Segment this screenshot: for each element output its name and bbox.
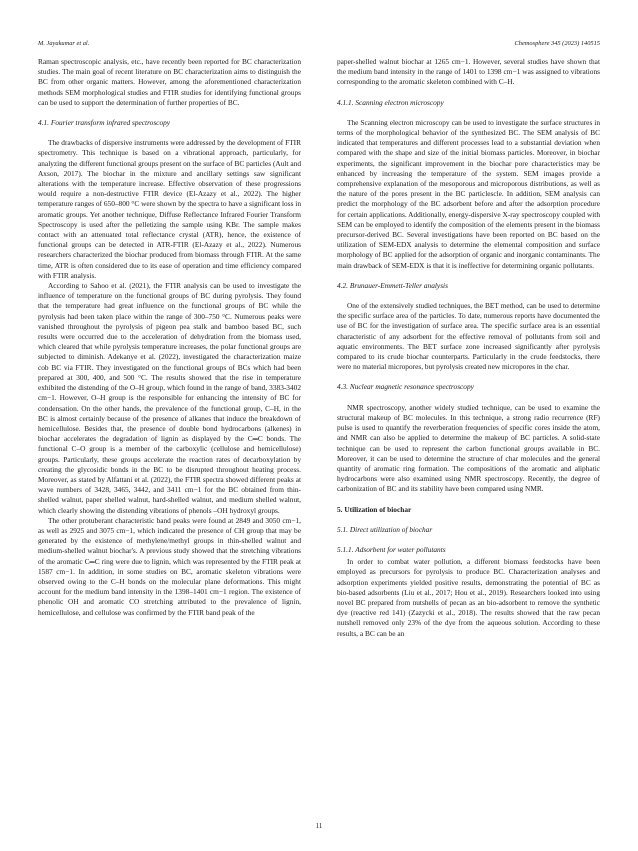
left-column xyxy=(38,57,301,618)
section-heading-utilization: 5. Utilization of biochar xyxy=(337,504,412,514)
adsorbent-paragraph: In order to combat water pollution, a different biomass feedstocks have been employed as precursors for pyrolysis to produce BC. Characterization analyses and adsorption experiments yielded positive results, demonstrating the potential of BC as bio-based adsorbents (Liu et al., 2017; Hou et al., 2019). Researchers looked into using novel BC prepared from nutshells of pecan as an bio-adsorbent to remove the synthetic dye (reactive red 141) (Zazycki et al., 2018). The results showed that the raw pecan nutshell removed only 23% of the dye from the aqueous solution. According to these results, a BC can be an xyxy=(337,557,600,638)
ftir-continued-paragraph: paper-shelled walnut biochar at 1265 cm−1. However, several studies have shown that the medium band intensity in the range of 1401 to 1398 cm−1 was assigned to vibrations corresponding to the aromatic skeleton combined with C–H. xyxy=(337,57,600,87)
section-heading-nmr: 4.3. Nuclear magnetic resonance spectroscopy xyxy=(337,382,474,392)
section-heading-ftir: 4.1. Fourier transform infrared spectroscopy xyxy=(38,118,171,128)
ftir-paragraph-1: The drawbacks of dispersive instruments were addressed by the development of FTIR spectrometry. This technique is based on a vibrational approach, particularly, for analyzing the different functional groups present on the surface of BC particles (Ault and Axson, 2017). The biochar in the mixture and ancillary settings saw significant alterations with the temperature increase. Effective observation of these progressions would require a non-destructive FTIR device (El-Azazy et al., 2022). The higher temperature ranges of 650–800 °C were shown by the spectra to have a significant loss in aromatic groups. Yet another technique, Diffuse Reflectance Infrared Fourier Transform Spectroscopy is used after the pelletizing the sample using KBr. The sample makes contact with an attenuated total reflectance crystal (ATR), hence, the existence of functional groups can be detected in ATR-FTIR (El-Azazy et al., 2022). Numerous researchers characterized the biochar produced from biomass through FTIR. At the same time, ATR is often considered due to its ease of operation and time efficiency compared with FTIR analysis. xyxy=(38,138,301,280)
nmr-paragraph: NMR spectroscopy, another widely studied technique, can be used to examine the structural makeup of BC molecules. In this technique, a strong radio recurrence (RF) pulse is used to quantify the reverberation frequencies of specific cores inside the atom, and NMR can also be applied to determine the makeup of BC particles. A solid-state technique can be used to represent the carbon functional groups available in BC. Moreover, it can be used to determine the structure of char molecules and the general quantity of aromatic ring formation. The compositions of the aromatic and aliphatic hydrocarbons were also examined using NMR spectroscopy. Recently, the degree of carbonization of BC and its stability have been compared using NMR. xyxy=(337,402,600,494)
running-header-authors: M. Jayakumar et al. xyxy=(38,40,90,47)
section-heading-adsorbent: 5.1.1. Adsorbent for water pollutants xyxy=(337,544,446,554)
ftir-paragraph-3: The other protuberant characteristic band peaks were found at 2849 and 3050 cm−1, as well as 2925 and 3075 cm−1, which indicated the presence of CH group that may be generated by the existence of methylene/methyl groups in thin-shelled walnut and medium-shelled walnut biochar's. A previous study showed that the stretching vibrations of the aromatic C═C ring were due to lignin, which was represented by the FTIR peak at 1587 cm−1. In addition, in some studies on BC, aromatic skeleton vibrations were observed owing to the C–H bonds on the molecular plane deformations. This might account for the medium band intensity in the 1398–1401 cm−1 region. The existence of phenolic OH and aromatic CO stretching attributed to the prevalence of lignin, hemicellulose, and cellulose was confirmed by the FTIR band peak of the xyxy=(38,515,301,617)
right-column xyxy=(337,57,600,639)
section-heading-sem: 4.1.1. Scanning electron microscopy xyxy=(337,97,444,107)
section-heading-direct-utilization: 5.1. Direct utilization of biochar xyxy=(337,524,433,534)
running-header-journal: Chemosphere 345 (2023) 140515 xyxy=(514,40,600,47)
section-heading-bet: 4.2. Brunauer-Emmett-Teller analysis xyxy=(337,280,448,290)
page-number: 11 xyxy=(315,822,323,830)
intro-paragraph: Raman spectroscopic analysis, etc., have recently been reported for BC characterization studies. The main goal of recent literature on BC characterization aims to distinguish the BC from other organic matters. However, among the aforementioned characterization methods SEM morphological studies and FTIR studies for identifying functional groups can be used to support the determination of further properties of BC. xyxy=(38,57,301,107)
ftir-paragraph-2: According to Sahoo et al. (2021), the FTIR analysis can be used to investigate the influence of temperature on the functional groups of BC during pyrolysis. They found that the temperature had great influence on the functional groups of BC while the pyrolysis had been taken place within the range of 300–750 °C. Numerous peaks were vanished throughout the pyrolysis of pigeon pea stalk and bamboo based BC, such results were occurred due to the acceleration of dehydration from the biomass used, which cleared that while pyrolysis temperature increases, the polar functional groups are subjected to diminish. Adekanye et al. (2022), investigated the characterization maize cob BC via FTIR. They investigated on the functional groups of BCs which had been prepared at 300, 400, and 500 °C. The results showed that the rise in temperature exhibited the distending of the O–H group, which found in the range of band, 3383-3402 cm−1. However, O–H group is the responsible for enhancing the intensity of BC for condensation. On the other hands, the prevalence of the functional group, C–H, in the BC is almost certainly because of the presence of alkanes that induce the breakdown of hemicellulose. Besides that, the presence of double bond hydrocarbons (alkenes) in biochar accelerates the degradation of lignin as displayed by the C═C bonds. The functional C–O group is a member of the carboxylic (cellulose and hemicellulose) groups. Particularly, these groups accelerate the reaction rates of decarboxylation by creating the glycosidic bonds in the BC to be disrupted throughout heating process. Moreover, as stated by Alfattani et al. (2022), the FTIR spectra showed different peaks at wave numbers of 3428, 3465, 3442, and 3411 cm−1 for the BC obtained from thin-shelled walnut, paper shelled walnut, hard-shelled walnut, and medium shelled walnut, which clearly showing the distending vibrations of phenols –OH hydroxyl groups. xyxy=(38,281,301,515)
bet-paragraph: One of the extensively studied techniques, the BET method, can be used to determine the specific surface area of the particles. To date, numerous reports have documented the use of BC for the investigation of surface area. The specific surface area is an essential characteristic of any adsorbent for the effective removal of pollutants from soil and aquatic environments. The BET surface zone increased significantly after pyrolysis compared to its crude biochar counterparts. Particularly in the crude feedstocks, there were no material micropores, but pyrolysis created new micropores in the char. xyxy=(337,301,600,372)
sem-paragraph: The Scanning electron microscopy can be used to investigate the surface structures in terms of the morphological behavior of the synthesized BC. The SEM analysis of BC indicated that temperatures and different processes lead to a substantial deviation when compared with the shape and size of the initial biomass particles. Moreover, in biochar experiments, the significant improvement in the biochar pore characteristics may be enhanced by increasing the temperature of the system. SEM images provide a comprehensive explanation of the mesoporous and microporous distributions, as well as the nature of the pores present in the BC particlescle. In addition, SEM analysis can predict the morphology of the BC adsorbent before and after the adsorption procedure for certain applications. Additionally, energy-dispersive X-ray spectroscopy coupled with SEM can be employed to identify the composition of the elements present in the biomass precursor-derived BC. Several investigations have been reported on BC based on the utilization of SEM-EDX analysis to determine the elemental composition and surface morphology of BC applied for the adsorption of organic and inorganic contaminants. The main drawback of SEM-EDX is that it is ineffective for determining organic pollutants. xyxy=(337,117,600,270)
